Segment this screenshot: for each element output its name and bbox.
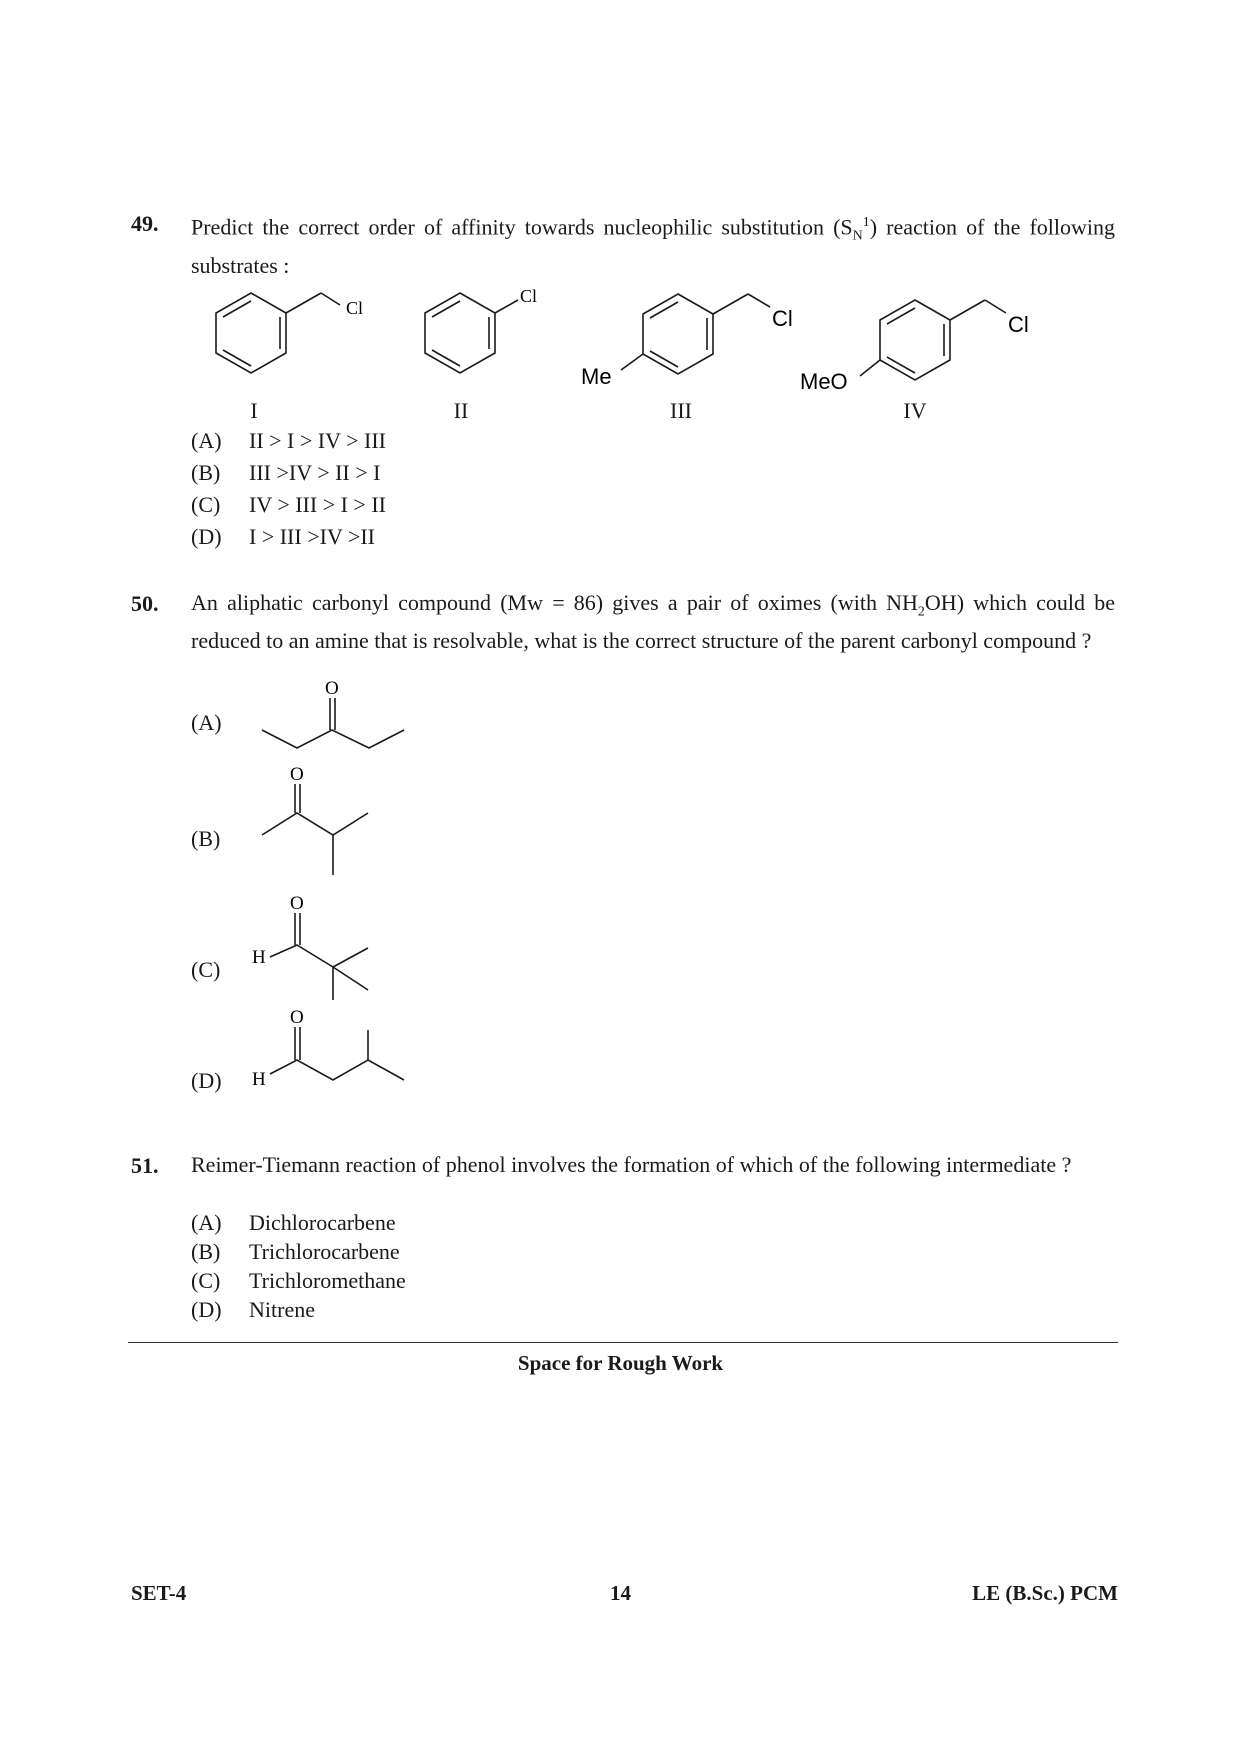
structure-a-oxygen: O [325, 678, 339, 699]
structure-iv-meo-label: MeO [800, 369, 848, 394]
q50-option-d-label[interactable]: (D) [191, 1068, 222, 1093]
q50-option-a-label[interactable]: (A) [191, 710, 222, 735]
q49-option-d[interactable]: (D) I > III >IV >II [191, 524, 375, 549]
structure-iv-label: IV [903, 398, 927, 423]
structure-i-label: I [250, 398, 258, 423]
structure-i-benzyl-chloride [216, 293, 340, 373]
q51-option-d[interactable]: (D) Nitrene [191, 1297, 315, 1322]
structure-ii-label: II [453, 398, 469, 423]
question-51-text: Reimer-Tiemann reaction of phenol involves the formation of which of the following intermediate ? [191, 1152, 1072, 1177]
q50-option-b-label[interactable]: (B) [191, 826, 221, 851]
q51-option-c[interactable]: (C) Trichloromethane [191, 1268, 406, 1293]
structure-ii-chlorobenzene [425, 293, 518, 373]
question-50-number: 50. [131, 591, 159, 616]
structure-c-hydrogen: H [252, 947, 266, 968]
structure-b-oxygen: O [290, 764, 304, 785]
q49-option-a[interactable]: (A) II > I > IV > III [191, 428, 386, 453]
structure-iii-me-label: Me [581, 364, 612, 389]
q49-option-b[interactable]: (B) III >IV > II > I [191, 460, 381, 485]
q50-structures [0, 660, 600, 1120]
question-50-text: An aliphatic carbonyl compound (Mw = 86) gives a pair of oximes (with $NH_2OH$) which could be reduced to an amine that is resolvable, what is the correct structure of the parent carbonyl compound ? [191, 590, 1115, 654]
q49-option-c[interactable]: (C) IV > III > I > II [191, 492, 386, 517]
structure-iv-cl-label: Cl [1008, 312, 1029, 337]
footer-set-code: SET-4 [131, 1581, 187, 1605]
structure-iii-methylbenzyl-chloride [621, 294, 770, 374]
structure-d-methylbutanal [270, 1027, 404, 1080]
structure-b-methyl-butanone [262, 784, 368, 875]
q50-option-c-label[interactable]: (C) [191, 957, 221, 982]
structure-c-oxygen: O [290, 893, 304, 914]
structure-d-hydrogen: H [252, 1069, 266, 1090]
structure-ii-cl-label: Cl [520, 286, 538, 306]
structure-a-3-pentanone [262, 698, 404, 748]
question-51-number: 51. [131, 1153, 159, 1178]
footer-page-number: 14 [610, 1581, 631, 1605]
q51-option-b[interactable]: (B) Trichlorocarbene [191, 1239, 400, 1264]
structure-iii-label: III [670, 398, 692, 423]
structure-c-pivaldehyde [270, 913, 368, 1000]
q51-option-a[interactable]: (A) Dichlorocarbene [191, 1210, 396, 1235]
structure-iv-methoxybenzyl-chloride [860, 300, 1006, 380]
structure-iii-cl-label: Cl [772, 306, 793, 331]
structure-d-oxygen: O [290, 1007, 304, 1028]
footer-exam-code: LE (B.Sc.) PCM [972, 1581, 1118, 1605]
rough-work-divider [128, 1342, 1118, 1343]
structure-i-cl-label: Cl [346, 298, 364, 318]
rough-work-heading: Space for Rough Work [517, 1351, 724, 1375]
question-49-text: Predict the correct order of affinity towards nucleophilic substitution $(S_N^1)$ reaction of the following substrates : [191, 214, 1115, 278]
question-49-number: 49. [131, 211, 159, 236]
q49-structures [0, 0, 1241, 440]
